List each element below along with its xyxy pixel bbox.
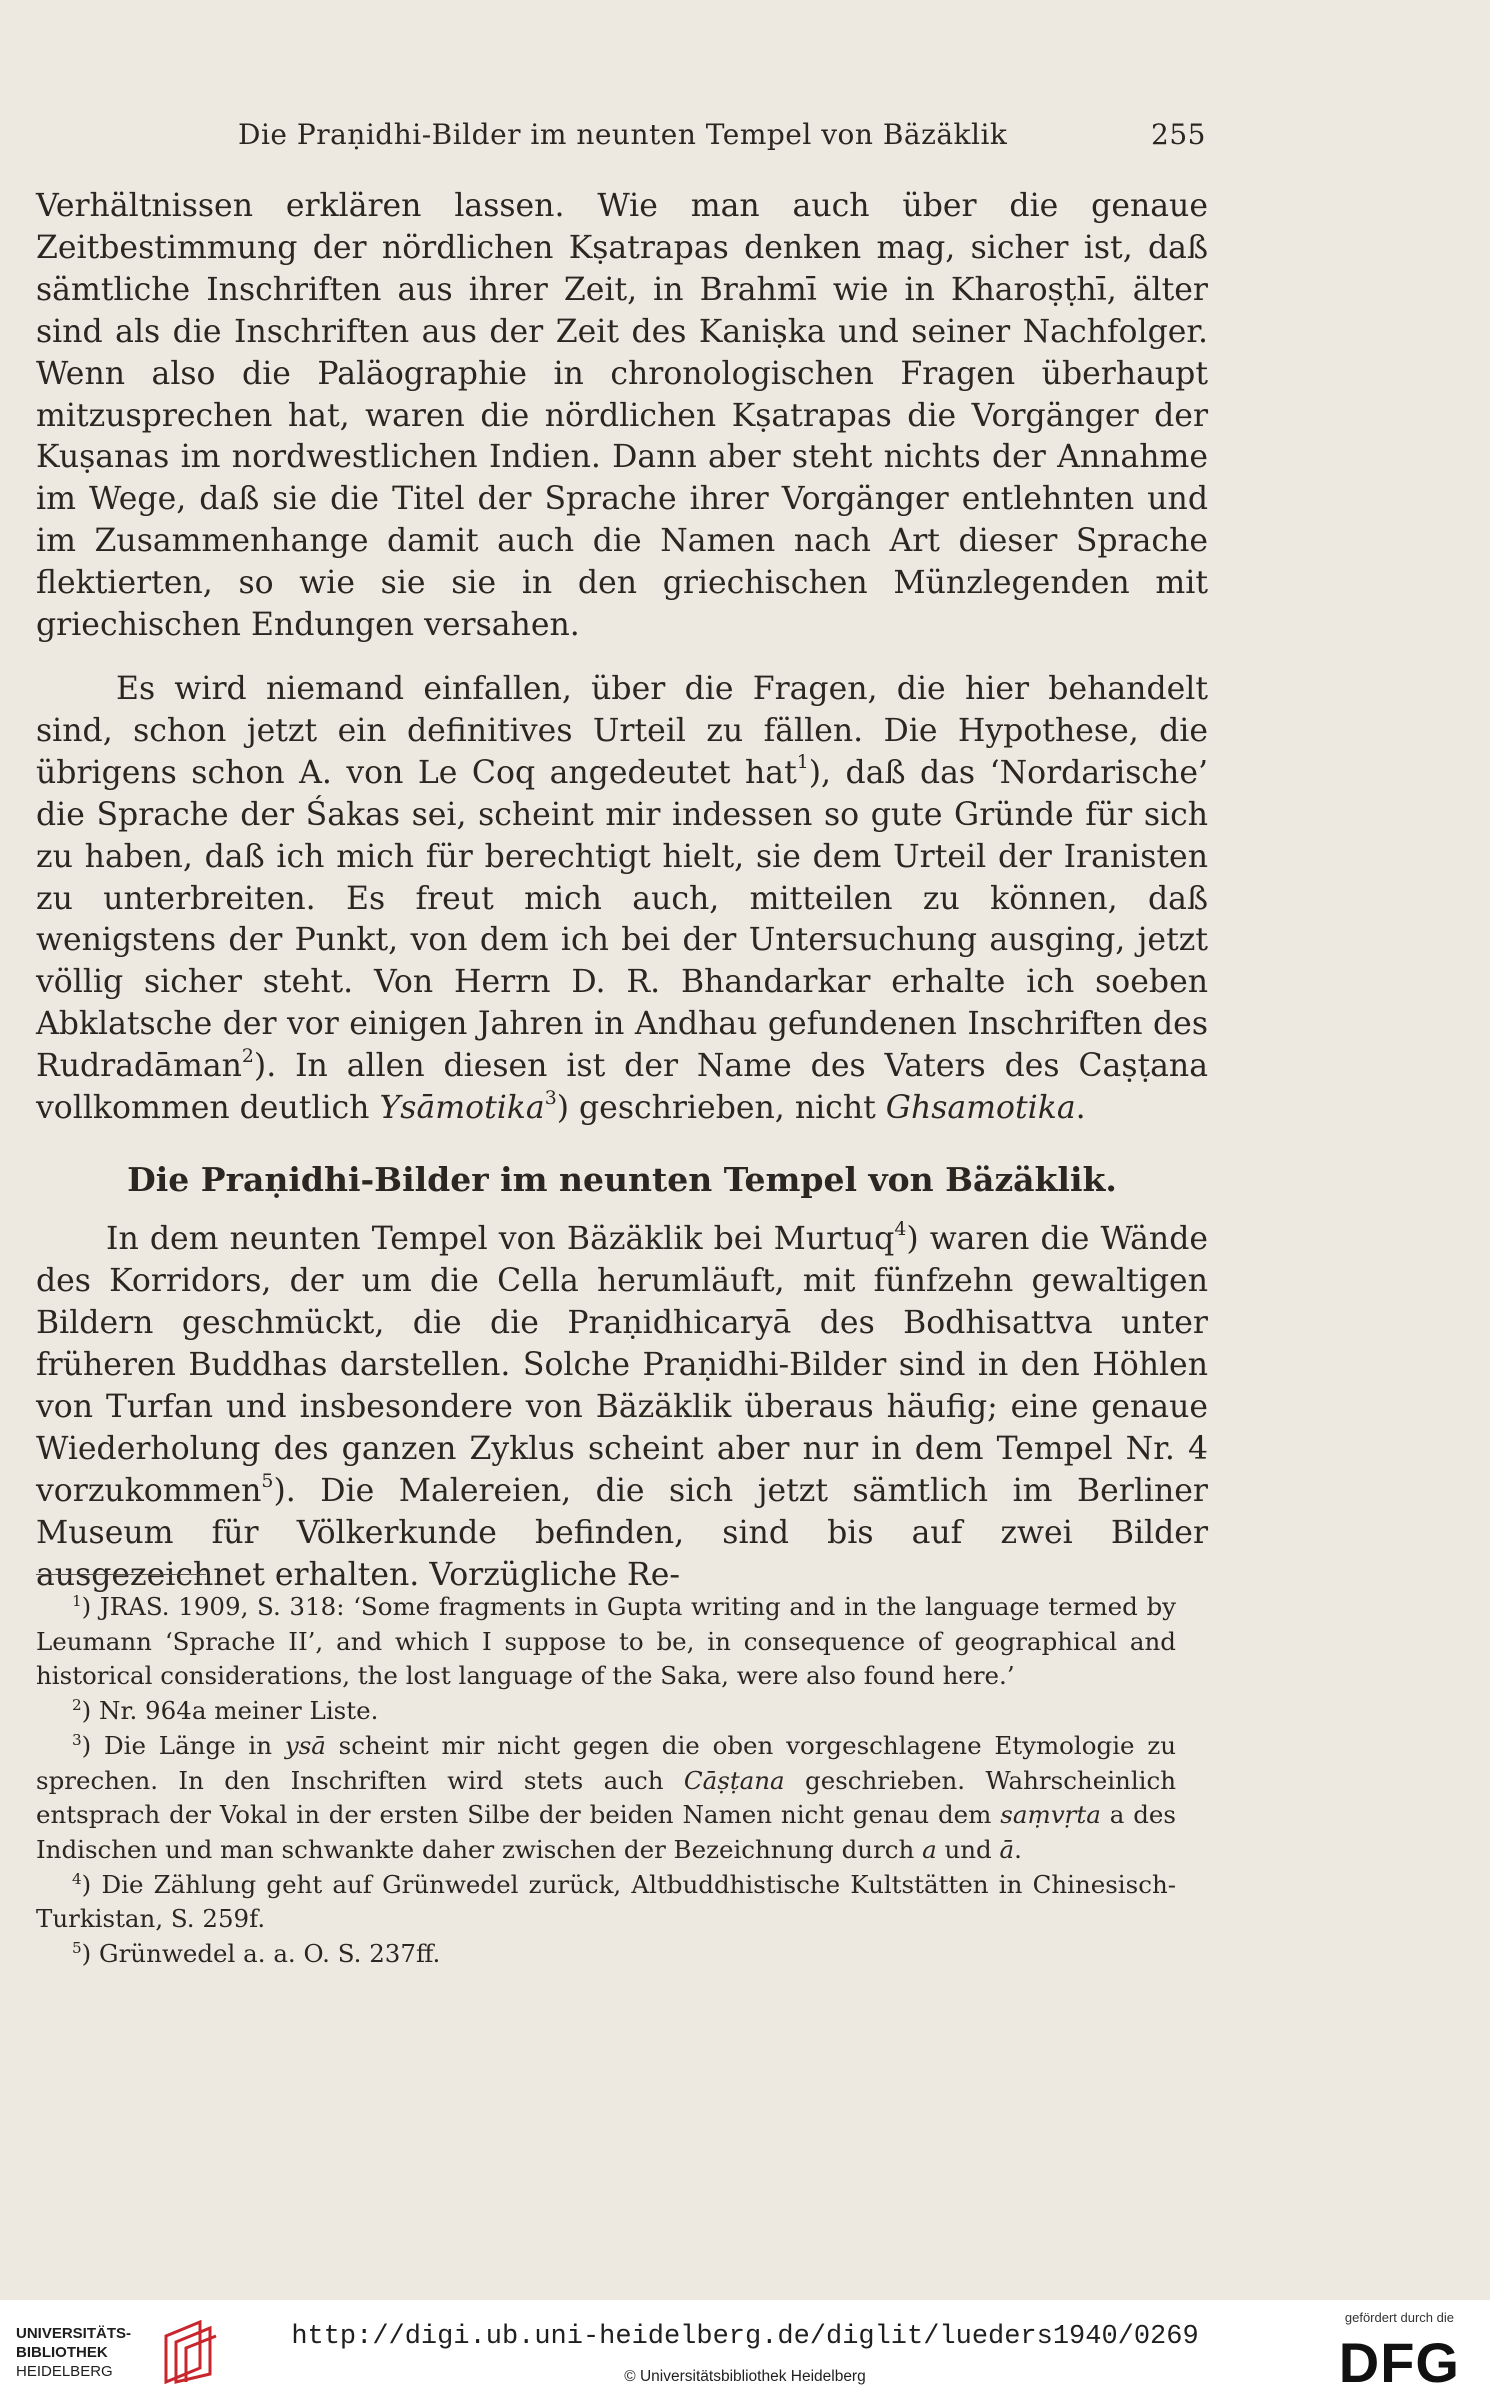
body-text-top: [36, 186, 1208, 1130]
footnote-3-samvrta: saṃvṛta: [1000, 1800, 1101, 1830]
footnote-rule: [36, 1574, 206, 1575]
name-ghsamotika: Ghsamotika: [885, 1090, 1076, 1127]
footnote-2-marker: 2: [72, 1695, 82, 1714]
paragraph-3-part-a: In dem neunten Tempel von Bäzäklik bei Murtuq: [106, 1221, 895, 1257]
paragraph-3: [36, 1218, 1208, 1596]
footnote-ref-1[interactable]: 1: [796, 751, 809, 774]
paragraph-2: [36, 669, 1208, 1130]
paragraph-2-part-c: ). In allen diesen ist der Name des Vaters des Caṣṭana vollkommen deutlich: [36, 1048, 1208, 1127]
paragraph-2-part-d: ) geschrieben, nicht: [556, 1090, 886, 1127]
footnote-ref-4[interactable]: 4: [894, 1217, 907, 1240]
footnote-4-marker: 4: [72, 1869, 82, 1888]
footnote-2: [36, 1694, 1176, 1729]
permalink-url[interactable]: http://digi.ub.uni-heidelberg.de/diglit/lueders1940/0269: [291, 2322, 1199, 2352]
paragraph-2-end: .: [1075, 1090, 1086, 1127]
paragraph-2-part-a: Es wird niemand einfallen, über die Fragen, die hier behandelt sind, schon jetzt ein definitives Urteil zu fällen. Die Hypothese, die übrigens schon A. von Le Coq angedeutet hat: [36, 670, 1208, 791]
library-line-2: BIBLIOTHEK: [16, 2344, 108, 2361]
footnote-ref-3[interactable]: 3: [544, 1086, 557, 1109]
paragraph-1: Verhältnissen erklären lassen. Wie man auch über die genaue Zeitbestimmung der nördlichen Kṣatrapas denken mag, sicher ist, daß sämtliche Inschriften aus ihrer Zeit, in Brahmī wie in Kharoṣṭhī, älter sind als die Inschriften aus der Zeit des Kaniṣka und seiner Nachfolger. Wenn also die Paläographie in chronologischen Fragen überhaupt mitzusprechen hat, waren die nördlichen Kṣatrapas die Vorgänger der Kuṣanas im nordwestlichen Indien. Dann aber steht nichts der Annahme im Wege, daß sie die Titel der Sprache ihrer Vorgänger entlehnten und im Zusammenhange damit auch die Namen nach Art dieser Sprache flektierten, so wie sie sie in den griechischen Münzlegenden mit griechischen Endungen versahen.: [36, 188, 1208, 644]
footnote-5: [36, 1937, 1176, 1972]
footnote-1-text: ) JRAS. 1909, S. 318: ‘Some fragments in Gupta writing and in the language termed by Leumann ‘Sprache II’, and which I suppose to be, in consequence of geographical and historical considerations, the lost language of the Saka, were also found here.’: [36, 1592, 1176, 1691]
running-head-title: Die Praṇidhi-Bilder im neunten Tempel von Bäzäklik: [238, 118, 1008, 151]
footnote-3-end: .: [1014, 1834, 1022, 1864]
dfg-logo: DFG: [1338, 2331, 1460, 2394]
footnote-3: [36, 1729, 1176, 1868]
paragraph-2-part-b: ), daß das ‘Nordarische’ die Sprache der Śakas sei, scheint mir indessen so gute Gründe für sich zu haben, daß ich mich für berechtigt hielt, sie dem Urteil der Iranisten zu unterbreiten. Es freut mich auch, mitteilen zu können, daß wenigstens der Punkt, von dem ich bei der Untersuchung ausging, jetzt völlig sicher steht. Von Herrn D. R. Bhandarkar erhalte ich soeben Abklatsche der vor einigen Jahren in Andhau gefundenen Inschriften des Rudradāman: [36, 754, 1208, 1085]
footnote-3-castana: Cāṣṭana: [683, 1765, 785, 1795]
paragraph-3-part-c: ). Die Malereien, die sich jetzt sämtlich im Berliner Museum für Völkerkunde befinden, sind bis auf zwei Bilder ausgezeichnet erhalten. Vorzügliche Re-: [36, 1473, 1208, 1593]
section-heading: Die Praṇidhi-Bilder im neunten Tempel von Bäzäklik.: [127, 1160, 1117, 1199]
copyright: © Universitätsbibliothek Heidelberg: [624, 2368, 866, 2385]
footnote-ref-5[interactable]: 5: [261, 1469, 274, 1492]
footnote-3-ysa: ysā: [284, 1730, 326, 1760]
footnote-3-e: und: [936, 1834, 1000, 1864]
name-ysamotika: Ysāmotika: [379, 1090, 545, 1127]
footnote-3-d: a des Indischen und man schwankte daher zwischen der Bezeichnung durch: [36, 1800, 1176, 1864]
footer-bar: [0, 2300, 1490, 2405]
footnote-3-long-a-vowel: ā: [999, 1834, 1015, 1864]
footnote-3-marker: 3: [72, 1730, 82, 1749]
library-line-1: UNIVERSITÄTS-: [16, 2325, 132, 2342]
footnote-1: [36, 1590, 1176, 1694]
footnote-4-text: ) Die Zählung geht auf Grünwedel zurück, Altbuddhistische Kultstätten in Chinesisch-Turkistan, S. 259f.: [36, 1869, 1176, 1934]
footnote-3-c: geschrieben. Wahrscheinlich entsprach der Vokal in der ersten Silbe der beiden Namen nicht genau dem: [36, 1765, 1176, 1830]
page-number: 255: [1151, 118, 1206, 151]
body-text-bottom: [36, 1218, 1208, 1596]
footnotes: [36, 1590, 1176, 1972]
footnote-3-b: scheint mir nicht gegen die oben vorgeschlagene Etymologie zu sprechen. In den Inschriften wird stets auch: [36, 1730, 1177, 1795]
footnote-4: [36, 1868, 1176, 1937]
footnote-5-text: ) Grünwedel a. a. O. S. 237ff.: [81, 1939, 441, 1969]
footnote-2-text: ) Nr. 964a meiner Liste.: [81, 1696, 379, 1726]
footnote-ref-2[interactable]: 2: [241, 1044, 254, 1067]
footnote-5-marker: 5: [72, 1938, 82, 1957]
footnote-1-marker: 1: [72, 1591, 82, 1610]
footnote-3-a: ) Die Länge in: [81, 1730, 285, 1760]
paragraph-3-part-b: ) waren die Wände des Korridors, der um die Cella herumläuft, mit fünfzehn gewaltigen Bildern geschmückt, die die Praṇidhicaryā des Bodhisattva unter früheren Buddhas darstellen. Solche Praṇidhi-Bilder sind in den Höhlen von Turfan und insbesondere von Bäzäklik überaus häufig; eine genaue Wiederholung des ganzen Zyklus scheint aber nur in dem Tempel Nr. 4 vorzukommen: [36, 1221, 1209, 1509]
footnote-3-a-vowel: a: [922, 1834, 937, 1864]
dfg-caption: gefördert durch die: [1344, 2310, 1454, 2325]
library-line-3: HEIDELBERG: [16, 2363, 113, 2380]
